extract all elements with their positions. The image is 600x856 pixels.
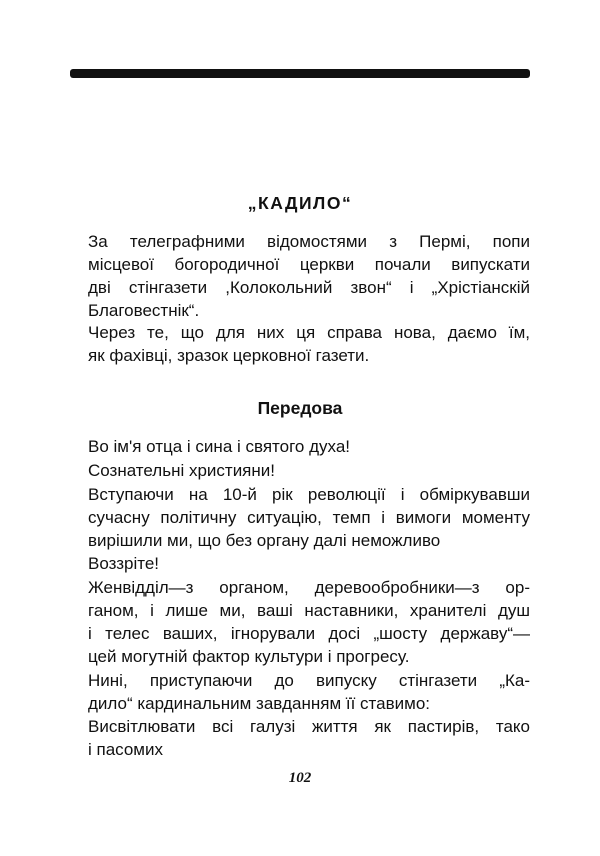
body-line-9: і телес ваших, ігнорували досі „шосту державу“— <box>88 624 530 643</box>
intro-line-4: Благовестнік“. <box>88 301 200 320</box>
intro-line-2: місцевої богородичної церкви почали випускати <box>88 255 530 274</box>
body-line-4: сучасну політичну ситуацію, темп і вимоги моменту <box>88 508 530 527</box>
section-heading: Передова <box>257 398 343 418</box>
intro-line-1: За телеграфними відомостями з Пермі, попи <box>88 232 530 251</box>
body-line-2: Сознательні християни! <box>88 461 275 480</box>
body-line-1: Во ім'я отца і сина і святого духа! <box>88 437 351 456</box>
body-line-7: Женвідділ—з органом, деревообробники—з ор- <box>88 578 530 597</box>
body-line-8: ганом, і лише ми, ваші наставники, хранителі душ <box>88 601 530 620</box>
body-line-5: вирішили ми, що без органу далі неможливо <box>88 531 441 550</box>
body-line-6: Воззріте! <box>88 554 160 573</box>
top-rule <box>70 69 530 78</box>
body-line-10: цей могутній фактор культури і прогресу. <box>88 647 410 666</box>
body-line-12: дило“ кардинальним завданням її ставимо: <box>88 694 430 713</box>
page-number: 102 <box>288 770 312 786</box>
body-line-13: Висвітлювати всі галузі життя як пастирів, тако <box>88 717 530 736</box>
intro-line-5: Через те, що для них ця справа нова, даємо їм, <box>88 323 530 342</box>
body-line-3: Вступаючи на 10-й рік революції і обміркувавши <box>88 485 530 504</box>
intro-line-6: як фахівці, зразок церковної газети. <box>88 346 370 365</box>
intro-line-3: дві стінгазети ,Колокольний звон“ і „Хрістіанскій <box>88 278 530 297</box>
article-title: „КАДИЛО“ <box>247 193 353 213</box>
body-line-11: Нині, приступаючи до випуску стінгазети „Ка- <box>88 671 530 690</box>
body-line-14: і пасомих <box>88 740 163 759</box>
